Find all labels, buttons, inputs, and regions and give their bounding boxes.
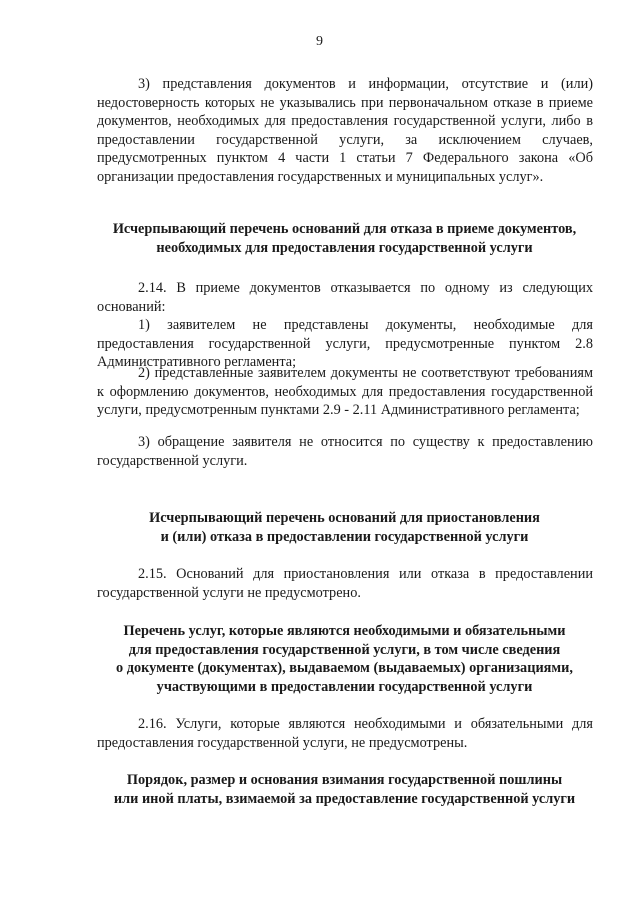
heading-line: Порядок, размер и основания взимания государственной пошлины [126, 772, 563, 788]
heading-line: или иной платы, взимаемой за предоставление государственной услуги [113, 790, 576, 807]
heading-line: Исчерпывающий перечень оснований для приостановления [149, 510, 540, 526]
heading-line: Перечень услуг, которые являются необходимыми и обязательными [123, 623, 566, 639]
heading-line: для предоставления государственной услуги, в том числе сведения [128, 641, 561, 658]
heading-line: необходимых для предоставления государственной услуги [156, 239, 533, 256]
paragraph-2-14-item3: 3) обращение заявителя не относится по существу к предоставлению государственной услуги. [97, 434, 593, 469]
paragraph-2-14-item2: 2) представленные заявителем документы не соответствуют требованиям к оформлению документов, необходимых для предоставления государственной услуги, предусмотренным пунктами 2.9 - 2.11 Административного регламента; [97, 365, 593, 419]
paragraph-2-16: 2.16. Услуги, которые являются необходимыми и обязательными для предоставления государственной услуги, не предусмотрены. [97, 716, 593, 751]
heading-refusal-docs [92, 220, 597, 257]
paragraph-item3-denial: 3) представления документов и информации, отсутствие и (или) недостоверность которых не указывались при первоначальном отказе в приеме документов, необходимых для предоставления государственной услуги, либо в предоставлении государственной услуги, за исключением случаев, предусмотренных пунктом 4 части 1 статьи 7 Федерального закона «Об организации предоставления государственных и муниципальных услуг». [97, 76, 593, 185]
heading-line: Исчерпывающий перечень оснований для отказа в приеме документов, [112, 221, 577, 237]
paragraph-2-14-intro: 2.14. В приеме документов отказывается по одному из следующих оснований: [97, 280, 593, 315]
page-number: 9 [316, 34, 323, 49]
heading-suspension [92, 509, 597, 546]
heading-line: и (или) отказа в предоставлении государственной услуги [160, 528, 529, 545]
heading-line: о документе (документах), выдаваемом (выдаваемых) организациями, [116, 660, 573, 677]
heading-required-services [92, 622, 597, 696]
paragraph-2-14-item1: 1) заявителем не представлены документы, необходимые для предоставления государственной услуги, предусмотренные пунктом 2.8 Административного регламента; [97, 317, 593, 371]
heading-fee [92, 771, 597, 808]
heading-line: участвующими в предоставлении государственной услуги [156, 678, 533, 695]
paragraph-2-15: 2.15. Оснований для приостановления или отказа в предоставлении государственной услуги не предусмотрено. [97, 566, 593, 601]
